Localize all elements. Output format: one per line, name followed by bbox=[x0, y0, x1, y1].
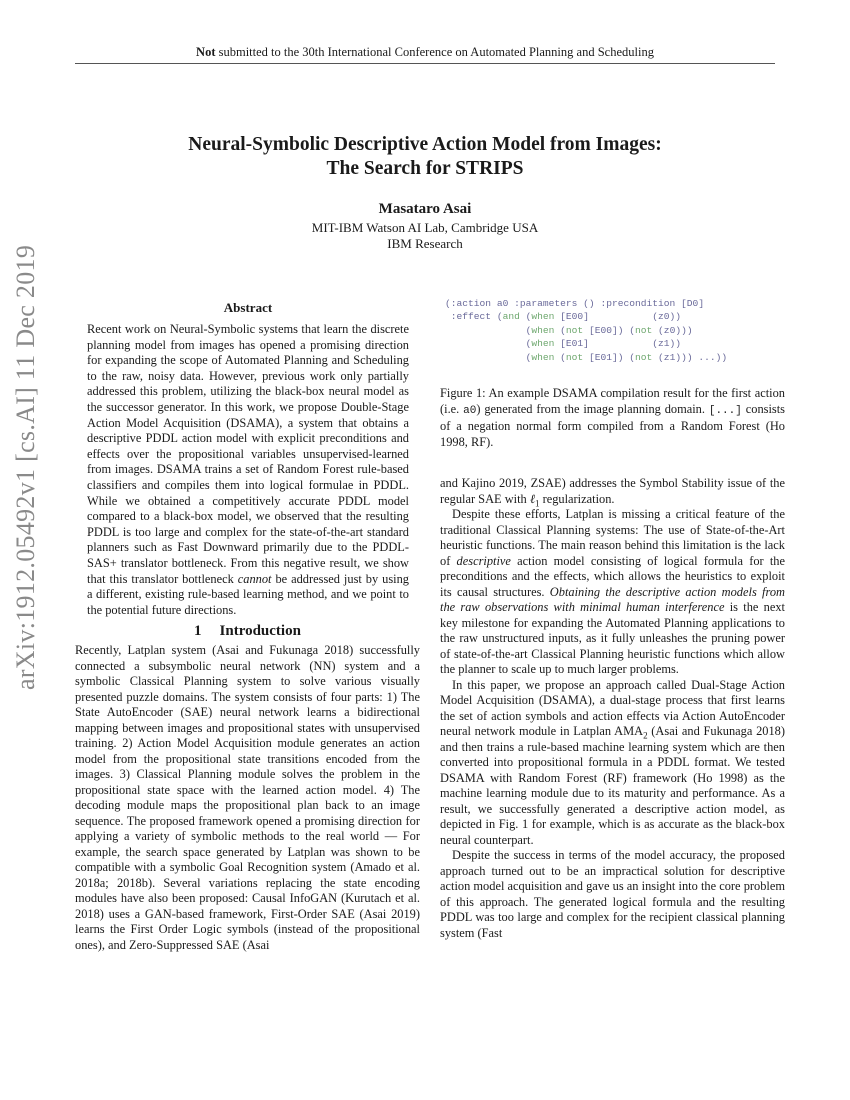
caption-code: [...] bbox=[708, 404, 742, 417]
caption-code: a0 bbox=[463, 404, 477, 417]
abstract-heading: Abstract bbox=[223, 300, 273, 315]
code-line-1 bbox=[445, 297, 727, 310]
intro-paragraph-3 bbox=[440, 678, 785, 849]
caption-text: ) generated from the image planning domain. bbox=[476, 401, 709, 416]
conference-note-text: submitted to the 30th International Conference on Automated Planning and Scheduling bbox=[215, 45, 654, 59]
intro-paragraph-4: Despite the success in terms of the model accuracy, the proposed approach turned out to be an impractical solution for descriptive action model acquisition and gave us an insight into the core problem of this approach. The generated logical formula and the resulting PDDL was too large and complex for the recipient classical planning system (Fast bbox=[440, 848, 785, 940]
conference-note-bold: Not bbox=[196, 45, 216, 59]
text: (Asai and Fukunaga 2018) and then trains a rule-based machine learning system which are then converted into propositional formula in a PDDL format. We tested DSAMA with Random Forest (RF) framework (Ho 1998) as the machine learning module due to its maturity and performance. As a result, we successfully generated a descriptive action model, as depicted in Fig. 1 for example, which is as accurate as the black-box neural counterpart. bbox=[440, 724, 785, 847]
intro-paragraph-continued bbox=[440, 476, 785, 507]
code-text: ( bbox=[445, 324, 532, 336]
code-text: [E01]) ( bbox=[583, 351, 636, 363]
code-text: ( bbox=[519, 311, 532, 323]
title-line-1: Neural-Symbolic Descriptive Action Model from Images: bbox=[188, 134, 662, 155]
code-text: ( bbox=[554, 324, 566, 336]
text: Despite these efforts, Latplan is missing a critical feature of the traditional Classical Planning systems: The use of State-of-the-Art heuristic functions. The main reason behind this limitation is the lack of bbox=[440, 507, 785, 568]
arxiv-stamp: arXiv:1912.05492v1 [cs.AI] 11 Dec 2019 bbox=[11, 244, 40, 690]
math-subscript: 1 bbox=[535, 497, 540, 508]
abstract bbox=[87, 300, 409, 618]
intro-paragraph-2 bbox=[440, 507, 785, 678]
subscript: 2 bbox=[643, 730, 648, 741]
caption-text: Figure 1: An example DSAMA compilation result for the first action (i.e. bbox=[440, 386, 785, 416]
author-name: Masataro Asai bbox=[378, 201, 472, 217]
code-line-4 bbox=[445, 337, 727, 350]
section-number: 1 bbox=[194, 623, 202, 639]
text: In this paper, we propose an approach called Dual-Stage Action Model Acquisition (DSAMA), a dual-stage process that first learns the set of action symbols and action effects via Action AutoEncoder neural network module in Latplan AMA bbox=[440, 677, 785, 738]
code-line-2 bbox=[445, 310, 727, 323]
affiliation-2: IBM Research bbox=[387, 236, 463, 251]
code-keyword: when bbox=[531, 311, 555, 323]
code-text: [E00] (z0)) bbox=[554, 311, 682, 323]
abstract-text-part: be addressed just by using a different, existing rule-based learning method, and we point to the potential future directions. bbox=[87, 571, 409, 617]
code-keyword: and bbox=[502, 311, 520, 323]
title-line-2: The Search for STRIPS bbox=[326, 158, 524, 179]
code-text: (z1))) ...)) bbox=[652, 351, 728, 363]
code-text: (:action a0 :parameters () :precondition [D0] bbox=[445, 298, 705, 309]
code-line-5 bbox=[445, 351, 727, 364]
code-keyword: not bbox=[635, 324, 653, 336]
code-text: :effect ( bbox=[445, 311, 503, 323]
intro-right-column bbox=[440, 476, 785, 941]
intro-left-column bbox=[75, 643, 420, 953]
intro-paragraph-1: Recently, Latplan system (Asai and Fukunaga 2018) successfully connected a subsymbolic neural network (NN) system and a symbolic Classical Planning system to solve various visually presented puzzle domains. The system consists of four parts: 1) The State AutoEncoder (SAE) neural network learns a bidirectional mapping between images and propositional states with unsupervised training. 2) Action Model Acquisition module generates an action model from the propositional state transitions encoded from the images. 3) Classical Planning module solves the problem in the propositional state space with the learned action model. 4) The decoding module maps the propositional plan back to an image sequence. The proposed framework opened a promising direction for applying a variety of symbolic methods to the real world — For example, the search space generated by Latplan was shown to be compatible with a symbolic Goal Recognition system (Amado et al. 2018a; 2018b). Several variations replacing the state encoding modules have also been proposed: Causal InfoGAN (Kurutach et al. 2018) uses a GAN-based framework, First-Order SAE (Asai 2019) learns the First Order Logic symbols (instead of the propositional ones), and Zero-Suppressed SAE (Asai bbox=[75, 643, 420, 952]
abstract-emphasis: cannot bbox=[237, 571, 272, 586]
conference-note bbox=[75, 44, 775, 60]
code-text: [E00]) ( bbox=[583, 324, 636, 336]
code-keyword: not bbox=[565, 351, 584, 363]
emphasis: Obtaining the descriptive action models from the raw observations with minimal human interference bbox=[440, 584, 785, 614]
code-keyword: when bbox=[531, 324, 555, 336]
code-keyword: when bbox=[531, 351, 555, 363]
section-title: Introduction bbox=[219, 623, 301, 639]
code-text: ( bbox=[554, 351, 566, 363]
caption-text: consists of a negation normal form compiled from a Random Forest (Ho 1998, RF). bbox=[440, 401, 785, 449]
text: regularization. bbox=[539, 491, 615, 506]
text: is the next key milestone for expanding the Automated Planning applications to the raw unstructured inputs, as it fully unleashes the pruning power of state-of-the-art Classical Planning heuristic functions which allow the planner to scale up to much larger problems. bbox=[440, 600, 785, 676]
code-line-3 bbox=[445, 324, 727, 337]
figure-1-code bbox=[445, 297, 727, 364]
code-text: ( bbox=[445, 351, 532, 363]
code-text: [E01] (z1)) bbox=[554, 338, 682, 350]
code-keyword: when bbox=[531, 338, 555, 350]
emphasis: descriptive bbox=[456, 553, 511, 568]
abstract-text-part: Recent work on Neural-Symbolic systems that learn the discrete planning model from images has opened a promising direction for expanding the scope of Automated Planning and Scheduling to the raw, noisy data. However, previous work only partially addressed this problem, utilizing the black-box neural model as the successor generator. In this work, we propose Double-Stage Action Model Acquisition (DSAMA), a system that obtains a descriptive PDDL action model with explicit preconditions and effects over the propositional variables unsupervised-learned from images. DSAMA trains a set of Random Forest rule-based classifiers and compiles them into logical formulae in PDDL. While we obtained a competitively accurate PDDL model compared to a black-box model, we observed that the resulting PDDL is too large and complex for the state-of-the-art standard planners such as Fast Downward primarily due to the PDDL-SAS+ translator bottleneck. From this negative result, we show that this translator bottleneck bbox=[87, 322, 409, 586]
code-text: (z0))) bbox=[652, 324, 693, 336]
figure-1-caption bbox=[440, 386, 785, 450]
paper-title bbox=[75, 133, 775, 181]
section-heading-introduction bbox=[75, 622, 420, 640]
code-keyword: not bbox=[635, 351, 653, 363]
code-keyword: not bbox=[565, 324, 584, 336]
header-rule bbox=[75, 63, 775, 64]
affiliation-1: MIT-IBM Watson AI Lab, Cambridge USA bbox=[311, 220, 539, 235]
text: and Kajino 2019, ZSAE) addresses the Symbol Stability issue of the regular SAE with bbox=[440, 476, 785, 506]
abstract-text bbox=[87, 322, 409, 618]
code-text: ( bbox=[445, 338, 532, 350]
text: action model consisting of logical formula for the preconditions and the effects, which allows the heuristics to exploit its causal structures. bbox=[440, 553, 785, 599]
math-ell: ℓ bbox=[529, 491, 535, 506]
